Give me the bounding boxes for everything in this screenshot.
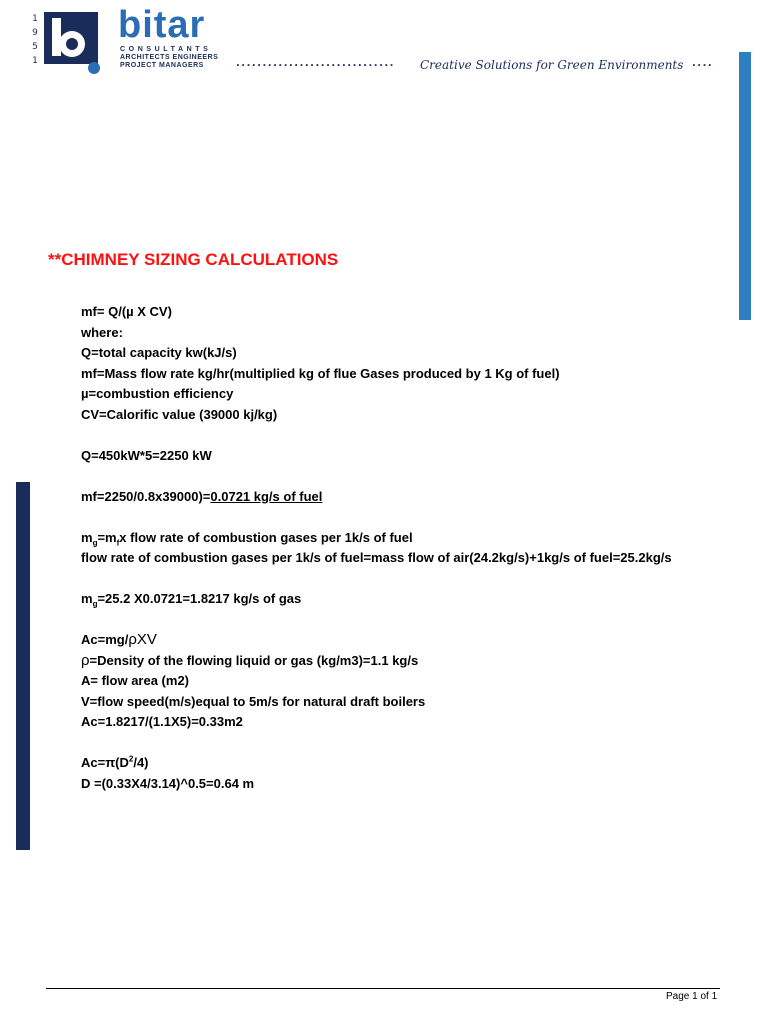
formula-line: mf= Q/(µ X CV)	[81, 304, 172, 319]
formula-line	[81, 753, 672, 774]
text-line: A= flow area (m2)	[81, 673, 190, 688]
brand-sub-line: ARCHITECTS ENGINEERS	[120, 54, 219, 61]
formula-line: Q=450kW*5=2250 kW	[81, 447, 212, 463]
text-line: flow rate of combustion gases per 1k/s of fuel=mass flow of air(24.2kg/s)+1kg/s of fuel=25.2kg/s	[81, 550, 672, 565]
year-digit: 9	[32, 28, 38, 38]
tagline: Creative Solutions for Green Environments	[420, 58, 684, 72]
result-underlined: 0.0721 kg/s of fuel	[210, 488, 323, 504]
rho-symbol: ρ	[128, 631, 137, 648]
formula-text: x flow rate of combustion gases per 1k/s of fuel	[119, 529, 413, 545]
text-line	[81, 651, 672, 672]
brand-sub-line: CONSULTANTS	[120, 46, 212, 53]
year-digit: 1	[32, 14, 38, 24]
formula-text: m	[81, 529, 93, 545]
formula-line	[81, 589, 672, 610]
bitar-logo-icon	[44, 12, 106, 74]
subscript: f	[116, 538, 120, 548]
superscript: 2	[128, 754, 134, 764]
year-digit: 1	[32, 56, 38, 66]
left-accent-bar	[16, 482, 30, 850]
page-number: Page 1 of 1	[666, 991, 718, 1002]
year-digit: 5	[32, 42, 38, 52]
formula-text: mf=2250/0.8x39000)=	[81, 488, 211, 504]
text-line: Q=total capacity kw(kJ/s)	[81, 345, 237, 360]
subscript: g	[92, 538, 98, 548]
formula-text: XV	[136, 631, 157, 648]
footer-divider	[46, 988, 720, 989]
formula-text: =25.2 X0.0721=1.8217 kg/s of gas	[97, 591, 302, 606]
formula-line: D =(0.33X4/3.14)^0.5=0.64 m	[81, 775, 255, 791]
header-dots-right: ....	[692, 58, 714, 69]
text-line: mf=Mass flow rate kg/hr(multiplied kg of flue Gases produced by 1 Kg of fuel)	[81, 365, 560, 381]
brand-name: bitar	[118, 4, 206, 46]
formula-text: Ac=mg/	[81, 632, 129, 647]
founding-year	[28, 14, 42, 66]
brand-sub-line: PROJECT MANAGERS	[120, 62, 204, 69]
brand-subtitle	[120, 46, 218, 70]
text-line: CV=Calorific value (39000 kj/kg)	[81, 406, 278, 422]
document-title: **CHIMNEY SIZING CALCULATIONS	[48, 250, 339, 269]
rho-symbol: ρ	[81, 651, 90, 669]
text-line: µ=combustion efficiency	[81, 386, 234, 401]
formula-text: Ac=π(D	[81, 755, 129, 770]
header-dots-left: ..............................	[236, 58, 395, 69]
formula-line	[81, 630, 672, 651]
formula-line: Ac=1.8217/(1.1X5)=0.33m2	[81, 714, 243, 729]
calculation-body	[81, 302, 672, 794]
right-accent-bar	[739, 52, 751, 320]
text-line: where:	[81, 324, 123, 340]
formula-line	[81, 487, 672, 508]
formula-text: =m	[97, 529, 117, 545]
text-line: V=flow speed(m/s)equal to 5m/s for natural draft boilers	[81, 693, 426, 709]
formula-line	[81, 528, 672, 549]
subscript: g	[92, 599, 98, 609]
formula-text: =Density of the flowing liquid or gas (kg/m3)=1.1 kg/s	[89, 652, 419, 668]
formula-text: /4)	[133, 755, 149, 770]
formula-text: m	[81, 591, 93, 606]
